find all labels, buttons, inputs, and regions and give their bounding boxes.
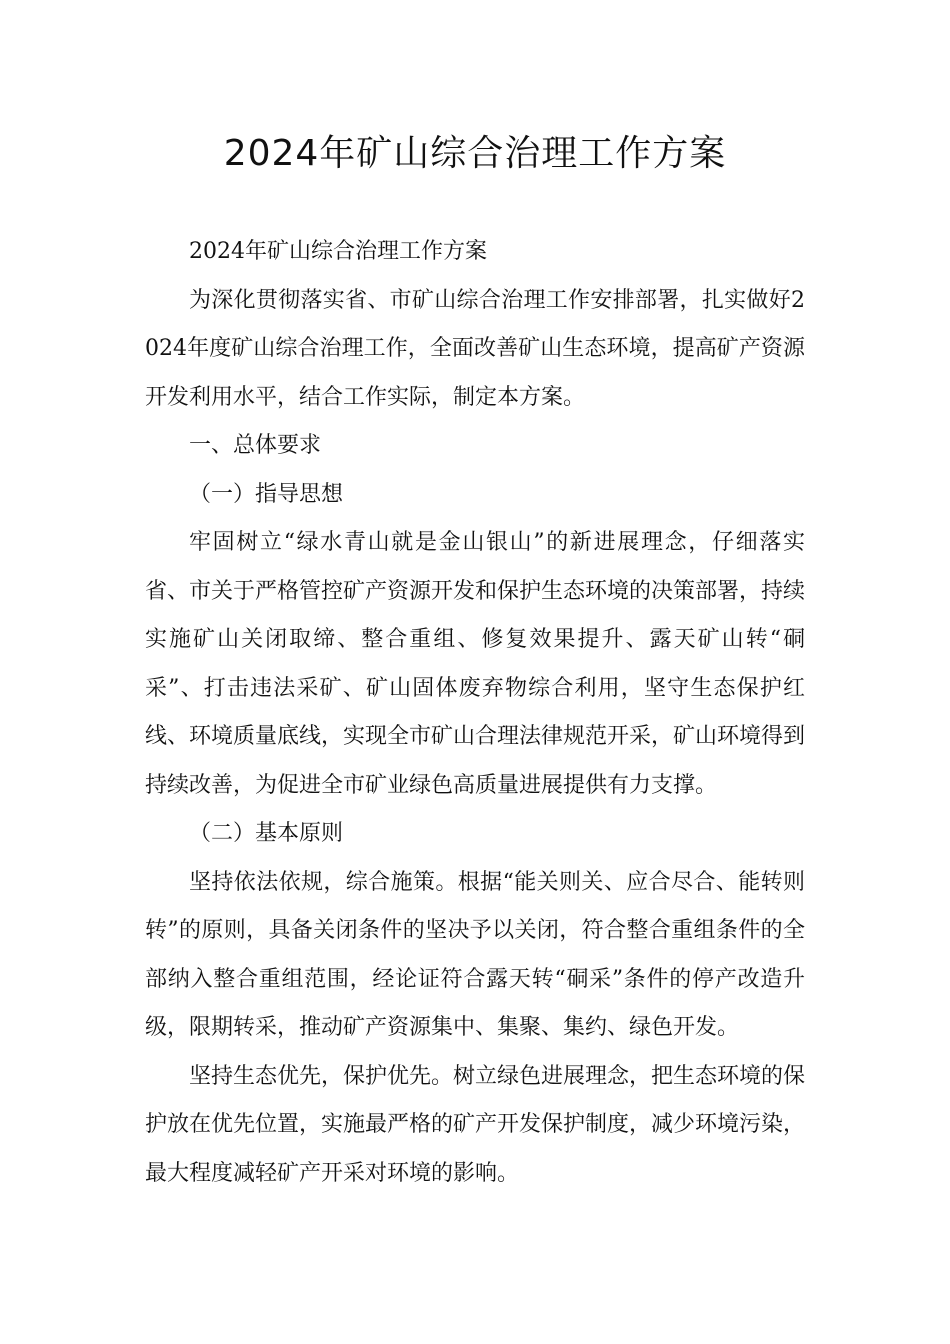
- subsection-heading-guiding-thought: （一）指导思想: [189, 481, 344, 507]
- document-body: [145, 228, 805, 1198]
- intro-paragraph: 为深化贯彻落实省、市矿山综合治理工作安排部署，扎实做好2024年度矿山综合治理工作，全面改善矿山生态环境，提高矿产资源开发利用水平，结合工作实际，制定本方案。: [145, 287, 805, 410]
- document-title: 2024年矿山综合治理工作方案: [223, 133, 727, 174]
- subsection-heading-basic-principles: （二）基本原则: [189, 821, 344, 846]
- principle-paragraph-2: 坚持生态优先，保护优先。树立绿色进展理念，把生态环境的保护放在优先位置，实施最严格的矿产开发保护制度，减少环境污染，最大程度减轻矿产开采对环境的影响。: [145, 1063, 806, 1186]
- guiding-thought-paragraph: 牢固树立“绿水青山就是金山银山”的新进展理念，仔细落实省、市关于严格管控矿产资源开发和保护生态环境的决策部署，持续实施矿山关闭取缔、整合重组、修复效果提升、露天矿山转“硐采”、打击违法采矿、矿山固体废弃物综合利用，坚守生态保护红线、环境质量底线，实现全市矿山合理法律规范开采，矿山环境得到持续改善，为促进全市矿业绿色高质量进展提供有力支撑。: [145, 530, 806, 798]
- document-subtitle: 2024年矿山综合治理工作方案: [189, 239, 487, 264]
- section-heading-overall-requirements: 一、总体要求: [189, 433, 322, 458]
- principle-paragraph-1: 坚持依法依规，综合施策。根据“能关则关、应合尽合、能转则转”的原则，具备关闭条件的坚决予以关闭，符合整合重组条件的全部纳入整合重组范围，经论证符合露天转“硐采”条件的停产改造升级，限期转采，推动矿产资源集中、集聚、集约、绿色开发。: [145, 869, 805, 1040]
